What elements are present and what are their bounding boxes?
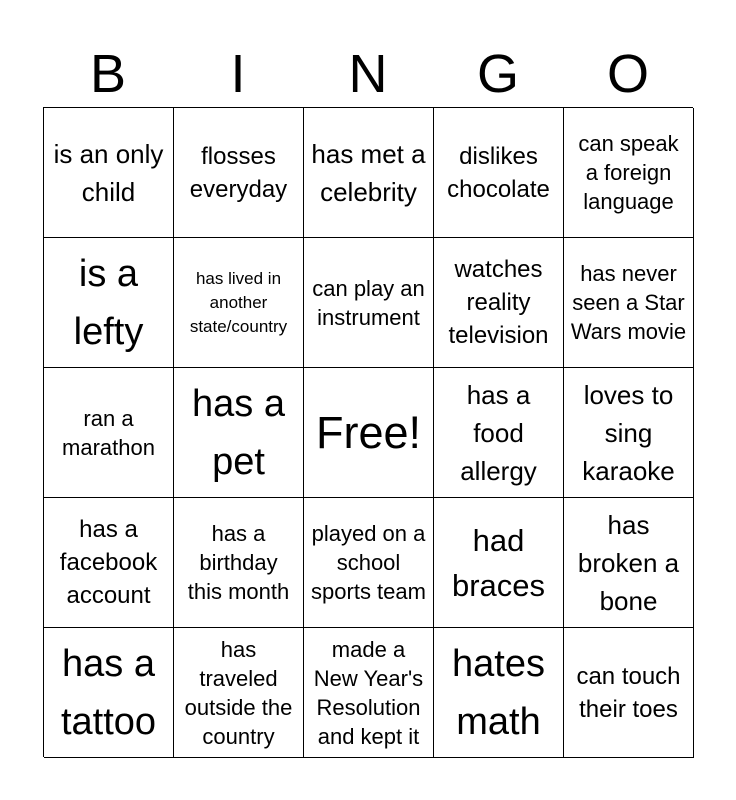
bingo-cell[interactable] [174,108,304,238]
bingo-cell[interactable] [174,238,304,368]
bingo-cell[interactable] [304,368,434,498]
bingo-cell[interactable] [434,628,564,758]
bingo-cell[interactable] [434,238,564,368]
cell-text: has a pet [192,382,285,483]
cell-text: dislikes chocolate [447,142,550,203]
bingo-cell[interactable] [304,108,434,238]
cell-text: has broken a bone [577,509,680,616]
bingo-cell[interactable] [564,108,694,238]
cell-text: has traveled outside the country [184,636,293,749]
bingo-cell[interactable] [434,108,564,238]
header-letter-n: N [348,44,388,104]
bingo-cell[interactable] [44,368,174,498]
cell-text: had braces [451,522,546,603]
bingo-cell[interactable] [44,108,174,238]
cell-text: has a birthday this month [187,521,290,604]
header-letter-i: I [230,44,246,104]
cell-text: flosses everyday [189,142,288,203]
cell-text: has a tattoo [60,642,157,743]
bingo-cell[interactable] [434,498,564,628]
header-letter-b: B [89,44,127,104]
bingo-cell[interactable] [174,368,304,498]
bingo-cell[interactable] [304,628,434,758]
cell-text: played on a school sports team [311,521,426,604]
bingo-cell[interactable] [44,238,174,368]
cell-text: has a facebook account [59,516,158,609]
header-letter-g: G [476,44,519,104]
cell-text: has a food allergy [460,379,537,486]
cell-text: can play an instrument [312,275,425,330]
cell-text: is an only child [53,138,164,207]
bingo-cell[interactable] [304,498,434,628]
cell-text: made a New Year's Resolution and kept it [313,636,424,749]
bingo-cell[interactable] [174,628,304,758]
cell-text: has met a celebrity [311,138,426,207]
header-letter-o: O [606,44,649,104]
cell-text: is a lefty [73,252,144,353]
bingo-cell[interactable] [564,628,694,758]
cell-text: has lived in another state/country [189,268,288,336]
bingo-cell[interactable] [44,628,174,758]
free-space: Free! [315,406,422,458]
cell-text: hates math [452,642,545,743]
bingo-cell[interactable] [434,368,564,498]
bingo-cell[interactable] [44,498,174,628]
bingo-cell[interactable] [564,238,694,368]
cell-text: ran a marathon [62,405,155,460]
cell-text: watches reality television [448,256,549,349]
bingo-cell[interactable] [564,368,694,498]
bingo-header [43,40,693,108]
cell-text: has never seen a Star Wars movie [570,261,687,344]
bingo-cell[interactable] [564,498,694,628]
cell-text: loves to sing karaoke [582,379,675,486]
cell-text: can speak a foreign language [578,131,679,214]
bingo-cell[interactable] [174,498,304,628]
bingo-board [43,107,693,757]
cell-text: can touch their toes [576,662,681,723]
bingo-cell[interactable] [304,238,434,368]
